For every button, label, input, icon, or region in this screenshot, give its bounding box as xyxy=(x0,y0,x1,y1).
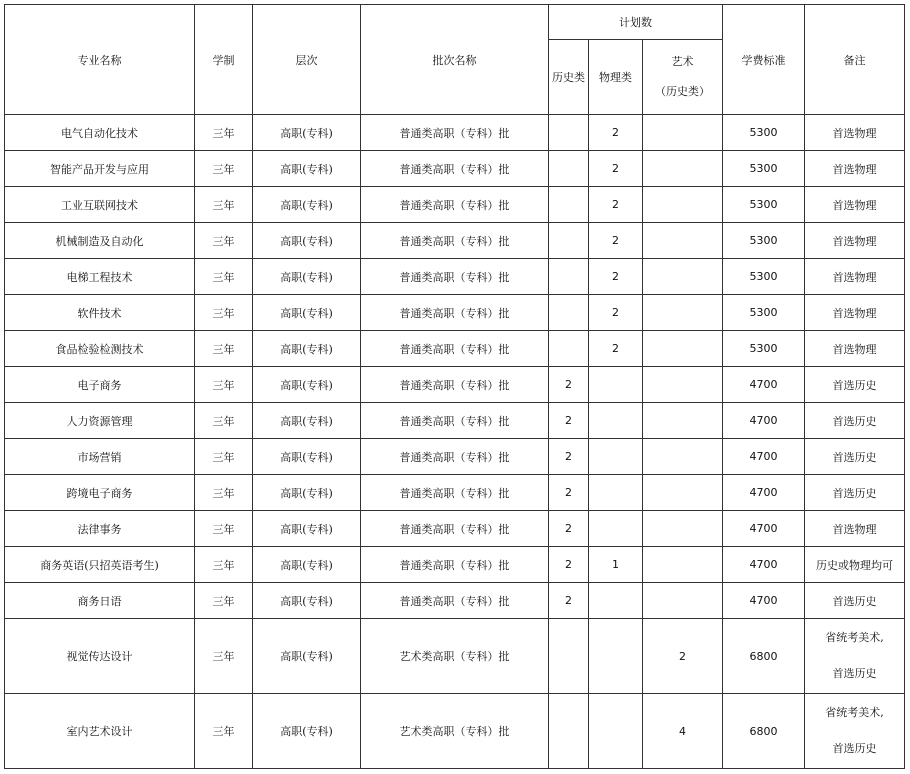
cell-level: 高职(专科) xyxy=(253,403,361,439)
cell-art-count xyxy=(643,295,723,331)
cell-major: 跨境电子商务 xyxy=(5,475,195,511)
cell-note xyxy=(805,619,905,694)
header-art-line1: 艺术 xyxy=(671,55,694,68)
cell-batch: 普通类高职（专科）批 xyxy=(361,547,549,583)
cell-art-count xyxy=(643,547,723,583)
cell-art-count xyxy=(643,403,723,439)
cell-note: 首选物理 xyxy=(805,187,905,223)
cell-history-count: 2 xyxy=(549,403,589,439)
cell-major: 软件技术 xyxy=(5,295,195,331)
header-note: 备注 xyxy=(805,5,905,115)
cell-batch: 普通类高职（专科）批 xyxy=(361,439,549,475)
cell-physics-count: 2 xyxy=(589,187,643,223)
cell-physics-count: 2 xyxy=(589,115,643,151)
cell-batch: 普通类高职（专科）批 xyxy=(361,331,549,367)
cell-duration: 三年 xyxy=(195,547,253,583)
cell-note-line: 省统考美术, xyxy=(825,706,884,719)
cell-major: 商务英语(只招英语考生) xyxy=(5,547,195,583)
cell-tuition: 5300 xyxy=(723,295,805,331)
cell-duration: 三年 xyxy=(195,583,253,619)
cell-physics-count xyxy=(589,583,643,619)
cell-duration: 三年 xyxy=(195,151,253,187)
cell-batch: 普通类高职（专科）批 xyxy=(361,403,549,439)
cell-physics-count: 2 xyxy=(589,151,643,187)
header-art-line2: （历史类） xyxy=(655,85,710,98)
header-duration: 学制 xyxy=(195,5,253,115)
cell-history-count xyxy=(549,259,589,295)
cell-note: 历史或物理均可 xyxy=(805,547,905,583)
table-row xyxy=(5,187,905,223)
cell-physics-count: 2 xyxy=(589,223,643,259)
cell-duration: 三年 xyxy=(195,694,253,769)
header-major: 专业名称 xyxy=(5,5,195,115)
cell-history-count xyxy=(549,694,589,769)
cell-batch: 普通类高职（专科）批 xyxy=(361,259,549,295)
cell-history-count: 2 xyxy=(549,583,589,619)
cell-level: 高职(专科) xyxy=(253,331,361,367)
cell-history-count xyxy=(549,331,589,367)
cell-level: 高职(专科) xyxy=(253,619,361,694)
cell-level: 高职(专科) xyxy=(253,475,361,511)
cell-major: 食品检验检测技术 xyxy=(5,331,195,367)
cell-tuition: 5300 xyxy=(723,331,805,367)
cell-major: 智能产品开发与应用 xyxy=(5,151,195,187)
cell-physics-count xyxy=(589,403,643,439)
cell-physics-count: 2 xyxy=(589,259,643,295)
cell-duration: 三年 xyxy=(195,295,253,331)
cell-art-count: 4 xyxy=(643,694,723,769)
cell-note: 首选历史 xyxy=(805,403,905,439)
cell-tuition: 5300 xyxy=(723,223,805,259)
header-batch: 批次名称 xyxy=(361,5,549,115)
cell-history-count: 2 xyxy=(549,547,589,583)
cell-level: 高职(专科) xyxy=(253,187,361,223)
header-plan: 计划数 xyxy=(549,5,723,40)
cell-level: 高职(专科) xyxy=(253,367,361,403)
cell-level: 高职(专科) xyxy=(253,115,361,151)
cell-note: 首选历史 xyxy=(805,367,905,403)
cell-batch: 普通类高职（专科）批 xyxy=(361,475,549,511)
cell-art-count xyxy=(643,187,723,223)
cell-note-line: 首选历史 xyxy=(832,667,877,680)
cell-tuition: 5300 xyxy=(723,187,805,223)
table-row xyxy=(5,694,905,769)
cell-history-count xyxy=(549,295,589,331)
cell-major: 室内艺术设计 xyxy=(5,694,195,769)
cell-major: 工业互联网技术 xyxy=(5,187,195,223)
cell-duration: 三年 xyxy=(195,619,253,694)
cell-level: 高职(专科) xyxy=(253,511,361,547)
cell-art-count xyxy=(643,331,723,367)
cell-physics-count xyxy=(589,367,643,403)
cell-duration: 三年 xyxy=(195,187,253,223)
header-history: 历史类 xyxy=(549,40,589,115)
cell-physics-count: 2 xyxy=(589,331,643,367)
cell-history-count xyxy=(549,619,589,694)
table-row xyxy=(5,403,905,439)
cell-tuition: 4700 xyxy=(723,367,805,403)
table-row xyxy=(5,367,905,403)
cell-history-count: 2 xyxy=(549,439,589,475)
cell-history-count: 2 xyxy=(549,475,589,511)
cell-tuition: 4700 xyxy=(723,475,805,511)
cell-duration: 三年 xyxy=(195,439,253,475)
cell-art-count xyxy=(643,151,723,187)
cell-note-line: 首选历史 xyxy=(832,742,877,755)
cell-duration: 三年 xyxy=(195,475,253,511)
cell-tuition: 5300 xyxy=(723,115,805,151)
cell-major: 商务日语 xyxy=(5,583,195,619)
cell-duration: 三年 xyxy=(195,223,253,259)
cell-art-count: 2 xyxy=(643,619,723,694)
header-physics: 物理类 xyxy=(589,40,643,115)
cell-level: 高职(专科) xyxy=(253,259,361,295)
cell-tuition: 4700 xyxy=(723,511,805,547)
cell-batch: 普通类高职（专科）批 xyxy=(361,187,549,223)
cell-duration: 三年 xyxy=(195,259,253,295)
table-body xyxy=(5,115,905,769)
cell-history-count xyxy=(549,223,589,259)
cell-duration: 三年 xyxy=(195,367,253,403)
table-row xyxy=(5,583,905,619)
cell-level: 高职(专科) xyxy=(253,295,361,331)
cell-duration: 三年 xyxy=(195,403,253,439)
cell-tuition: 4700 xyxy=(723,439,805,475)
cell-level: 高职(专科) xyxy=(253,547,361,583)
cell-batch: 普通类高职（专科）批 xyxy=(361,367,549,403)
cell-note: 首选物理 xyxy=(805,115,905,151)
cell-level: 高职(专科) xyxy=(253,583,361,619)
table-row xyxy=(5,151,905,187)
table-row xyxy=(5,439,905,475)
table-row xyxy=(5,547,905,583)
table-row xyxy=(5,475,905,511)
cell-note: 首选物理 xyxy=(805,223,905,259)
cell-duration: 三年 xyxy=(195,115,253,151)
cell-note: 首选物理 xyxy=(805,259,905,295)
cell-note xyxy=(805,694,905,769)
enrollment-plan-table xyxy=(4,4,905,769)
cell-art-count xyxy=(643,475,723,511)
cell-history-count xyxy=(549,115,589,151)
cell-physics-count xyxy=(589,475,643,511)
cell-batch: 艺术类高职（专科）批 xyxy=(361,619,549,694)
table-row xyxy=(5,331,905,367)
table-row xyxy=(5,259,905,295)
cell-major: 视觉传达设计 xyxy=(5,619,195,694)
cell-note: 首选物理 xyxy=(805,511,905,547)
header-level: 层次 xyxy=(253,5,361,115)
cell-duration: 三年 xyxy=(195,511,253,547)
cell-major: 人力资源管理 xyxy=(5,403,195,439)
cell-level: 高职(专科) xyxy=(253,223,361,259)
cell-note: 首选历史 xyxy=(805,583,905,619)
cell-batch: 普通类高职（专科）批 xyxy=(361,223,549,259)
cell-tuition: 6800 xyxy=(723,619,805,694)
cell-note: 首选物理 xyxy=(805,151,905,187)
cell-batch: 普通类高职（专科）批 xyxy=(361,115,549,151)
cell-tuition: 5300 xyxy=(723,259,805,295)
cell-physics-count: 2 xyxy=(589,295,643,331)
cell-art-count xyxy=(643,259,723,295)
cell-major: 机械制造及自动化 xyxy=(5,223,195,259)
cell-physics-count xyxy=(589,439,643,475)
cell-history-count: 2 xyxy=(549,511,589,547)
cell-level: 高职(专科) xyxy=(253,439,361,475)
cell-batch: 普通类高职（专科）批 xyxy=(361,583,549,619)
cell-tuition: 4700 xyxy=(723,583,805,619)
cell-batch: 普通类高职（专科）批 xyxy=(361,295,549,331)
cell-level: 高职(专科) xyxy=(253,694,361,769)
cell-tuition: 5300 xyxy=(723,151,805,187)
cell-tuition: 6800 xyxy=(723,694,805,769)
cell-history-count xyxy=(549,187,589,223)
cell-batch: 艺术类高职（专科）批 xyxy=(361,694,549,769)
cell-note-line: 省统考美术, xyxy=(825,631,884,644)
table-row xyxy=(5,511,905,547)
cell-physics-count xyxy=(589,511,643,547)
cell-duration: 三年 xyxy=(195,331,253,367)
table-row xyxy=(5,223,905,259)
cell-physics-count: 1 xyxy=(589,547,643,583)
header-row-1 xyxy=(5,5,905,40)
cell-physics-count xyxy=(589,619,643,694)
cell-tuition: 4700 xyxy=(723,403,805,439)
cell-art-count xyxy=(643,115,723,151)
cell-note: 首选历史 xyxy=(805,439,905,475)
cell-batch: 普通类高职（专科）批 xyxy=(361,511,549,547)
header-tuition: 学费标准 xyxy=(723,5,805,115)
cell-note: 首选物理 xyxy=(805,295,905,331)
cell-major: 电梯工程技术 xyxy=(5,259,195,295)
cell-history-count xyxy=(549,151,589,187)
cell-note: 首选历史 xyxy=(805,475,905,511)
cell-major: 电气自动化技术 xyxy=(5,115,195,151)
cell-history-count: 2 xyxy=(549,367,589,403)
header-art xyxy=(643,40,723,115)
cell-note: 首选物理 xyxy=(805,331,905,367)
table-row xyxy=(5,115,905,151)
cell-art-count xyxy=(643,367,723,403)
cell-art-count xyxy=(643,223,723,259)
cell-major: 电子商务 xyxy=(5,367,195,403)
cell-tuition: 4700 xyxy=(723,547,805,583)
cell-batch: 普通类高职（专科）批 xyxy=(361,151,549,187)
cell-level: 高职(专科) xyxy=(253,151,361,187)
cell-major: 市场营销 xyxy=(5,439,195,475)
table-row xyxy=(5,295,905,331)
cell-physics-count xyxy=(589,694,643,769)
cell-art-count xyxy=(643,439,723,475)
cell-art-count xyxy=(643,511,723,547)
cell-art-count xyxy=(643,583,723,619)
cell-major: 法律事务 xyxy=(5,511,195,547)
table-row xyxy=(5,619,905,694)
